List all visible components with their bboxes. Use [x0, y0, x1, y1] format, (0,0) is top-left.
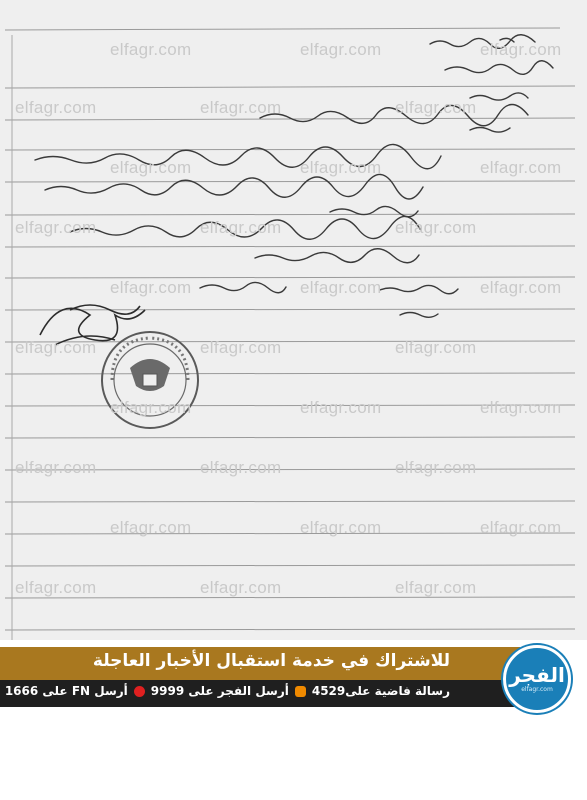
watermark: elfagr.com [110, 398, 192, 417]
logo-subtext: elfagr.com [521, 686, 553, 693]
watermark: elfagr.com [200, 578, 282, 597]
banner-headline-bar [0, 647, 520, 680]
watermark: elfagr.com [395, 218, 477, 237]
watermark: elfagr.com [110, 278, 192, 297]
sms-orange-text: رسالة فاضية على4529 [311, 684, 450, 698]
logo-text: الفجر [509, 663, 565, 687]
watermark: elfagr.com [15, 338, 97, 357]
watermark: elfagr.com [110, 40, 192, 59]
watermark: elfagr.com [395, 458, 477, 477]
watermark: elfagr.com [15, 578, 97, 597]
watermark: elfagr.com [300, 398, 382, 417]
banner-sms-bar [0, 680, 520, 707]
watermark: elfagr.com [110, 158, 192, 177]
orange-operator-icon [295, 686, 306, 697]
sms-green-text: أرسل FN على 1666 [4, 684, 128, 698]
watermark: elfagr.com [15, 458, 97, 477]
watermark: elfagr.com [480, 398, 562, 417]
sms-red-text: أرسل الفجر على 9999 [150, 684, 289, 698]
watermark: elfagr.com [200, 218, 282, 237]
elfagr-logo [503, 645, 571, 713]
watermark: elfagr.com [300, 158, 382, 177]
watermark: elfagr.com [200, 98, 282, 117]
watermark: elfagr.com [300, 278, 382, 297]
watermark: elfagr.com [15, 218, 97, 237]
watermark: elfagr.com [300, 518, 382, 537]
watermark: elfagr.com [395, 578, 477, 597]
watermark: elfagr.com [395, 338, 477, 357]
watermark: elfagr.com [15, 98, 97, 117]
vodafone-operator-icon [134, 686, 145, 697]
banner-headline: للاشتراك في خدمة استقبال الأخبار العاجلة [92, 651, 450, 671]
watermark: elfagr.com [300, 40, 382, 59]
watermark: elfagr.com [200, 338, 282, 357]
watermark: elfagr.com [480, 518, 562, 537]
watermark: elfagr.com [480, 278, 562, 297]
watermark: elfagr.com [480, 158, 562, 177]
watermark: elfagr.com [110, 518, 192, 537]
watermark: elfagr.com [480, 40, 562, 59]
watermark: elfagr.com [200, 458, 282, 477]
watermark: elfagr.com [395, 98, 477, 117]
